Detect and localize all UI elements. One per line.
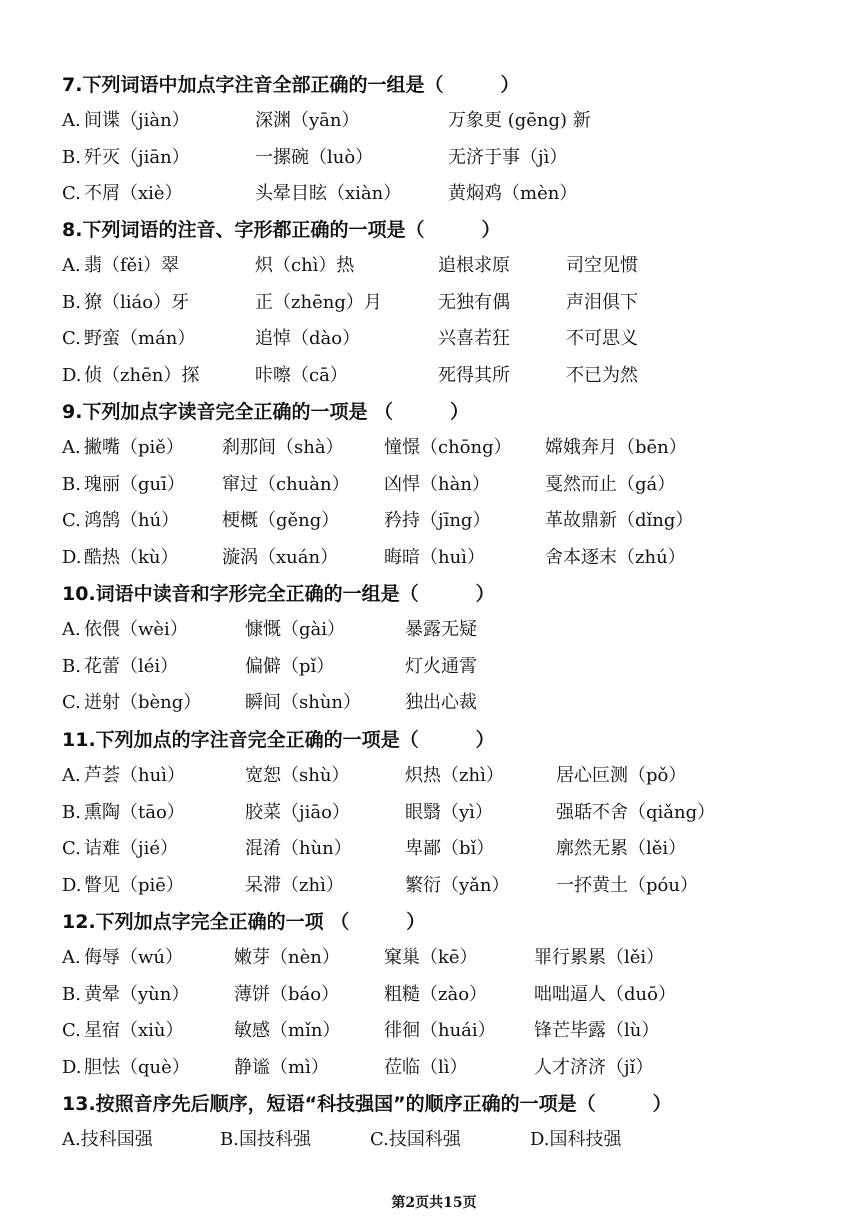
option-item: 锋芒毕露（lù） — [534, 1020, 660, 1041]
option-item: 刹那间（shà） — [222, 437, 344, 458]
option-item: 黄晕（yùn） — [84, 983, 190, 1005]
option-item: 凶悍（hàn） — [384, 473, 490, 495]
option-item: 追悼（dào） — [255, 328, 361, 349]
question-11 — [62, 722, 852, 904]
option-item: 侮辱（wú） — [84, 947, 183, 968]
option-item: 头晕目眩（xiàn） — [255, 183, 402, 204]
option-row — [62, 1050, 852, 1087]
option-row — [62, 795, 852, 832]
option-item: 星宿（xiù） — [84, 1020, 184, 1041]
option-item: 慷慨（gài） — [245, 619, 346, 640]
option-item: 鸿鹄（hú） — [84, 510, 180, 531]
option-item: 一摞碗（luò） — [255, 146, 374, 168]
option-item: 无独有偶 — [438, 291, 510, 313]
option-letter: C. — [62, 328, 81, 349]
option-item: 暴露无疑 — [405, 619, 477, 640]
option-row — [62, 1122, 852, 1159]
option-item: 歼灭（jiān） — [84, 146, 190, 168]
option-item: 灯火通霄 — [405, 655, 477, 677]
option-item: 廓然无累（lěi） — [556, 838, 687, 859]
option-item: 依偎（wèi） — [84, 619, 188, 640]
option-item: 不屑（xiè） — [84, 183, 183, 204]
option-item: 薄饼（báo） — [234, 983, 340, 1005]
option-item: 声泪俱下 — [566, 291, 638, 313]
option-row — [62, 103, 852, 140]
question-title: 12.下列加点字完全正确的一项 （ ） — [62, 911, 426, 933]
question-title: 10.词语中读音和字形完全正确的一组是（ ） — [62, 583, 495, 605]
option-item: 胶菜（jiāo） — [245, 801, 350, 823]
option-item: 敏感（mǐn） — [234, 1020, 341, 1041]
option-item: 卑鄙（bǐ） — [405, 838, 495, 859]
option-item: 不已为然 — [566, 364, 638, 386]
option-item: 人才济济（jǐ） — [534, 1056, 654, 1078]
option-row — [62, 285, 852, 322]
option-item: 舍本逐末（zhú） — [545, 546, 686, 568]
option-item: 革故鼎新（dǐng） — [545, 510, 694, 531]
option-item: 梗概（gěng） — [222, 510, 340, 531]
option-item: 侦（zhēn）探 — [84, 364, 200, 386]
option-item: 偏僻（pǐ） — [245, 655, 335, 677]
option-item: 万象更 (gēng) 新 — [448, 110, 591, 131]
option-item: 诘难（jié） — [84, 838, 178, 859]
option-letter: B. — [62, 655, 81, 677]
option-letter: D. — [62, 546, 82, 568]
option-item: 居心叵测（pǒ） — [556, 765, 687, 786]
option-item: 炽（chì）热 — [255, 255, 355, 276]
option-item: 徘徊（huái） — [384, 1020, 496, 1041]
option-item: 咄咄逼人（duō） — [534, 983, 676, 1005]
option-row — [62, 612, 852, 649]
option-item: 追根求原 — [438, 255, 510, 276]
question-13 — [62, 1086, 852, 1159]
option-item: 宽恕（shù） — [245, 765, 350, 786]
option-row — [62, 467, 852, 504]
option-letter: B. — [62, 473, 81, 495]
option-item: 死得其所 — [438, 364, 510, 386]
option-item: 独出心裁 — [405, 692, 477, 713]
option-row — [62, 358, 852, 395]
option-item: 间谍（jiàn） — [84, 110, 190, 131]
option-item: 窠巢（kē） — [384, 947, 478, 968]
option-item: 黄焖鸡（mèn） — [448, 183, 578, 204]
option-letter: C. — [62, 510, 81, 531]
option-item: 繁衍（yǎn） — [405, 874, 510, 896]
option-item: 混淆（hùn） — [245, 838, 352, 859]
option-letter: C. — [62, 692, 81, 713]
option-letter: C. — [62, 183, 81, 204]
option-item: 窜过（chuàn） — [222, 473, 350, 495]
question-title: 9.下列加点字读音完全正确的一项是 （ ） — [62, 401, 470, 423]
option-letter: A. — [62, 110, 81, 131]
option-row — [62, 868, 852, 905]
option-item: B.国技科强 — [220, 1129, 311, 1150]
option-item: 一抔黄土（póu） — [556, 874, 698, 896]
option-row — [62, 540, 852, 577]
question-title: 13.按照音序先后顺序，短语“科技强国”的顺序正确的一项是（ ） — [62, 1093, 672, 1115]
option-item: 翡（fěi）翠 — [84, 255, 180, 276]
option-row — [62, 977, 852, 1014]
option-letter: D. — [62, 1056, 82, 1078]
option-item: 矜持（jīng） — [384, 510, 491, 531]
option-letter: A. — [62, 947, 81, 968]
option-item: 瑰丽（guī） — [84, 473, 185, 495]
question-12 — [62, 904, 852, 1086]
option-item: 瞬间（shùn） — [245, 692, 362, 713]
option-item: 不可思义 — [566, 328, 638, 349]
option-row — [62, 430, 852, 467]
option-row — [62, 321, 852, 358]
option-item: 司空见惯 — [566, 255, 638, 276]
option-item: 酷热（kù） — [84, 546, 179, 568]
option-letter: B. — [62, 801, 81, 823]
option-letter: B. — [62, 146, 81, 168]
option-item: 憧憬（chōng） — [384, 437, 512, 458]
option-letter: A. — [62, 619, 81, 640]
option-row — [62, 758, 852, 795]
option-item: 獠（liáo）牙 — [84, 291, 190, 313]
option-item: 熏陶（tāo） — [84, 801, 185, 823]
question-7 — [62, 67, 852, 213]
option-item: 正（zhēng）月 — [255, 291, 382, 313]
option-letter: B. — [62, 983, 81, 1005]
option-item: 嫩芽（nèn） — [234, 947, 340, 968]
option-item: 晦暗（huì） — [384, 546, 485, 568]
option-item: 漩涡（xuán） — [222, 546, 339, 568]
question-title: 7.下列词语中加点字注音全部正确的一组是（ ） — [62, 74, 520, 96]
option-item: 深渊（yān） — [255, 110, 360, 131]
option-item: 强聒不舍（qiǎng） — [556, 801, 716, 823]
option-letter: A. — [62, 255, 81, 276]
option-item: 眼翳（yì） — [405, 801, 493, 823]
question-10 — [62, 576, 852, 722]
option-row — [62, 176, 852, 213]
option-item: 芦荟（huì） — [84, 765, 185, 786]
option-row — [62, 685, 852, 722]
question-8 — [62, 212, 852, 394]
page-number: 第2页共15页 — [391, 1195, 477, 1211]
option-item: D.国科技强 — [530, 1129, 622, 1150]
option-item: 莅临（lì） — [384, 1056, 468, 1078]
question-title: 8.下列词语的注音、字形都正确的一项是（ ） — [62, 219, 501, 241]
option-item: 无济于事（jì） — [448, 146, 568, 168]
option-item: 迸射（bèng） — [84, 692, 202, 713]
option-letter: D. — [62, 874, 82, 896]
option-letter: B. — [62, 291, 81, 313]
option-letter: D. — [62, 364, 82, 386]
option-row — [62, 248, 852, 285]
option-item: 撇嘴（piě） — [84, 437, 184, 458]
option-item: 炽热（zhì） — [405, 765, 504, 786]
option-item: 戛然而止（gá） — [545, 473, 676, 495]
question-9 — [62, 394, 852, 576]
option-letter: A. — [62, 437, 81, 458]
option-item: 嫦娥奔月（bēn） — [545, 437, 687, 458]
option-item: 呆滞（zhì） — [245, 874, 344, 896]
option-item: A.技科国强 — [62, 1129, 153, 1150]
option-item: 野蛮（mán） — [84, 328, 196, 349]
option-letter: A. — [62, 765, 81, 786]
option-row — [62, 940, 852, 977]
option-letter: C. — [62, 1020, 81, 1041]
option-item: 咔嚓（cā） — [255, 364, 348, 386]
option-item: 兴喜若狂 — [438, 328, 510, 349]
option-row — [62, 140, 852, 177]
option-row — [62, 503, 852, 540]
option-item: 静谧（mì） — [234, 1056, 329, 1078]
option-item: 瞥见（piē） — [84, 874, 184, 896]
option-item: C.技国科强 — [370, 1129, 461, 1150]
question-title: 11.下列加点的字注音完全正确的一项是（ ） — [62, 729, 495, 751]
option-item: 粗糙（zào） — [384, 983, 488, 1005]
option-row — [62, 1013, 852, 1050]
option-letter: C. — [62, 838, 81, 859]
option-row — [62, 831, 852, 868]
option-row — [62, 649, 852, 686]
option-item: 罪行累累（lěi） — [534, 947, 665, 968]
option-item: 胆怯（què） — [84, 1056, 190, 1078]
option-item: 花蕾（léi） — [84, 655, 179, 677]
